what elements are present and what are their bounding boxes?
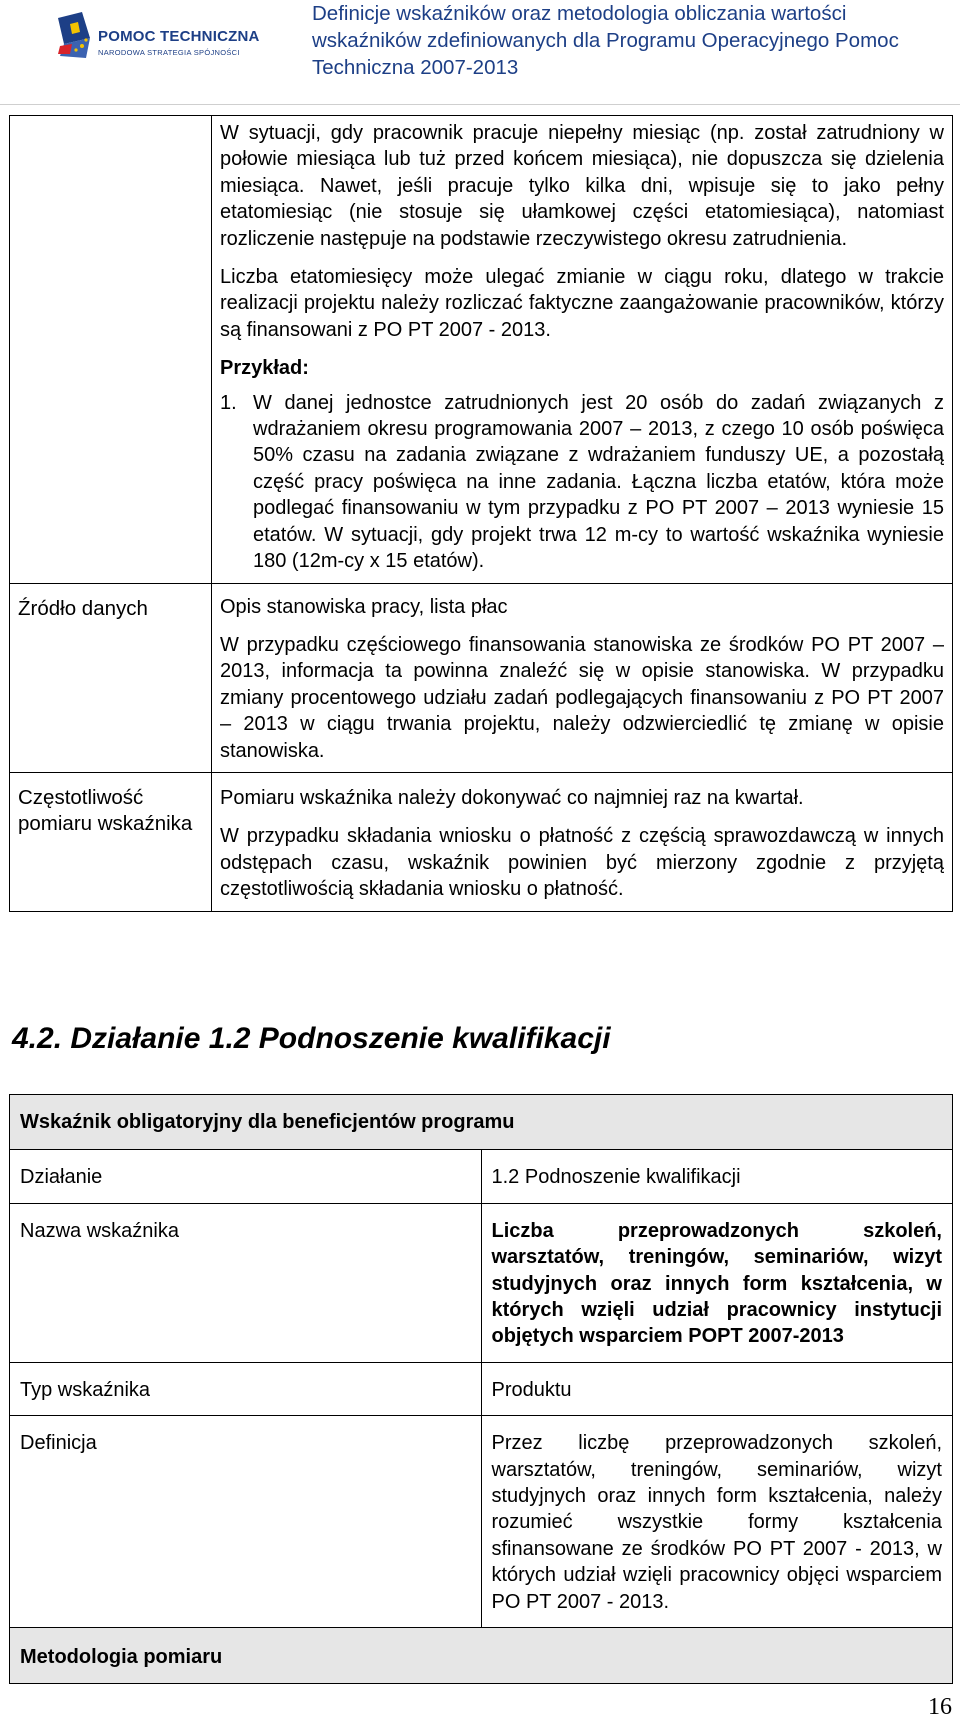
frequency-paragraph-1: Pomiaru wskaźnika należy dokonywać co najmniej raz na kwartał.: [220, 786, 804, 809]
document-title: Definicje wskaźników oraz metodologia obliczania wartości wskaźników zdefiniowanych dla Programu Operacyjnego Pomoc Techniczna 2007-2013: [312, 2, 899, 79]
source-paragraph-1: Opis stanowiska pracy, lista płac: [220, 595, 508, 618]
table-row: [10, 1628, 953, 1683]
page-header: [0, 0, 960, 100]
table-row: [10, 1150, 953, 1203]
indicator-continuation-table: [9, 115, 953, 912]
row-value-nazwa: Liczba przeprowadzonych szkoleń, warsztatów, treningów, seminariów, wizyt studyjnych oraz innych form kształcenia, w których wzięli udział pracownicy instytucji objętych wsparciem POPT 2007-2013: [481, 1203, 953, 1362]
row-value-dzialanie: 1.2 Podnoszenie kwalifikacji: [481, 1150, 953, 1203]
logo-title: POMOC TECHNICZNA: [98, 28, 260, 45]
logo-subtitle: NARODOWA STRATEGIA SPÓJNOŚCI: [98, 48, 240, 57]
table-row: [10, 1095, 953, 1150]
list-item: [220, 390, 944, 575]
frequency-content-cell: [212, 772, 953, 911]
table-row: [10, 772, 953, 911]
frequency-label: Częstotliwość pomiaru wskaźnika: [10, 772, 212, 911]
source-paragraph-2: W przypadku częściowego finansowania stanowiska ze środków PO PT 2007 – 2013, informacja ta powinna znaleźć się w opisie stanowiska. W przypadku zmiany procentowego udziału zadań podlegających finansowaniu z PO PT 2007 – 2013 w ciągu trwania projektu, należy odzwierciedlić tę zmianę w opisie stanowiska.: [220, 633, 944, 762]
row-label-dzialanie: Działanie: [10, 1150, 482, 1203]
example-label: Przykład:: [220, 357, 309, 380]
row-label-nazwa: Nazwa wskaźnika: [10, 1203, 482, 1362]
list-number: 1.: [220, 391, 237, 414]
example-text: W danej jednostce zatrudnionych jest 20 osób do zadań związanych z wdrażaniem okresu programowania 2007 – 2013, z czego 10 osób poświęca 50% czasu na zadania związane z wdrażaniem funduszy UE, a pozostałą część pracy poświęca na inne zadania. Łączna liczba etatów, która może podlegać finansowaniu w tym przypadku z PO PT 2007 – 2013 wyniesie 15 etatów. W sytuacji, gdy projekt trwa 12 m-cy to wartość wskaźnika wyniesie 180 (12m-cy x 15 etatów).: [253, 391, 944, 573]
table-row: [10, 1203, 953, 1362]
month-count-paragraph: Liczba etatomiesięcy może ulegać zmianie w ciągu roku, dlatego w trakcie realizacji projektu należy rozliczać faktyczne zaangażowanie pracowników, którzy są finansowani z PO PT 2007 - 2013.: [220, 266, 944, 341]
methodology-content-cell: [212, 116, 953, 584]
indicator-table: [9, 1094, 953, 1684]
eu-flag-logo-icon: [56, 10, 92, 60]
table-row: [10, 1416, 953, 1628]
table-row: [10, 116, 953, 584]
source-label: Źródło danych: [10, 583, 212, 772]
row-label-definicja: Definicja: [10, 1416, 482, 1628]
section-heading: 4.2. Działanie 1.2 Podnoszenie kwalifikacji: [12, 1022, 611, 1055]
row-value-typ: Produktu: [481, 1362, 953, 1415]
empty-label-cell: [10, 116, 212, 584]
pomoc-techniczna-logo: [56, 10, 266, 66]
header-divider: [0, 104, 960, 105]
methodology-footer: Metodologia pomiaru: [10, 1628, 953, 1683]
frequency-paragraph-2: W przypadku składania wniosku o płatność z częścią sprawozdawczą w innych odstępach czasu, wskaźnik powinien być mierzony zgodnie z przyjętą częstotliwością składania wniosku o płatność.: [220, 825, 944, 901]
table-row: [10, 1362, 953, 1415]
table-header: Wskaźnik obligatoryjny dla beneficjentów programu: [10, 1095, 953, 1150]
source-content-cell: [212, 583, 953, 772]
table-row: [10, 583, 953, 772]
row-label-typ: Typ wskaźnika: [10, 1362, 482, 1415]
page-number: 16: [928, 1694, 952, 1720]
row-value-definicja: Przez liczbę przeprowadzonych szkoleń, warsztatów, treningów, seminariów, wizyt studyjnych oraz innych form kształcenia, należy rozumieć wszystkie formy kształcenia sfinansowane ze środków PO PT 2007 - 2013, w których udział wzięli pracownicy objęci wsparciem PO PT 2007 - 2013.: [481, 1416, 953, 1628]
partial-month-paragraph: W sytuacji, gdy pracownik pracuje niepełny miesiąc (np. został zatrudniony w połowie miesiąca lub tuż przed końcem miesiąca), nie dopuszcza się dzielenia miesiąca. Nawet, jeśli pracuje tylko kilka dni, wpisuje się to jako pełny etatomiesiąc (nie stosuje się ułamkowej części etatomiesiąca), natomiast rozliczenie następuje na podstawie rzeczywistego okresu zatrudnienia.: [220, 122, 944, 250]
